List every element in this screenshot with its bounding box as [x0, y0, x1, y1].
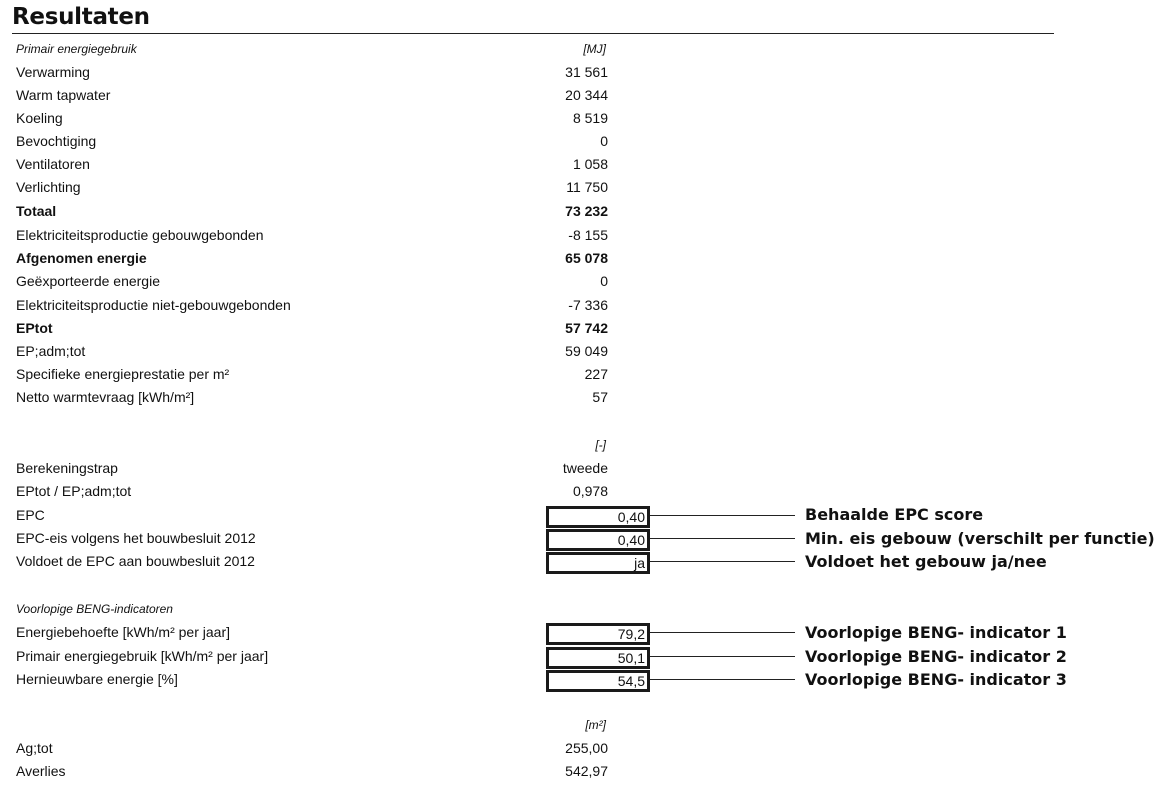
row-value: 0,978 [572, 483, 608, 499]
row-value: 57 742 [565, 320, 608, 336]
row-label: Ventilatoren [16, 156, 90, 172]
row-value: 20 344 [565, 87, 608, 103]
epc-header-unit: [-] [595, 438, 606, 452]
row-value: 0 [600, 133, 608, 149]
beng-header [16, 598, 610, 620]
row-value: 65 078 [565, 250, 608, 266]
row-label: EPC [16, 507, 45, 523]
area-row-agtot [16, 737, 610, 759]
row-label: EPtot / EP;adm;tot [16, 483, 132, 499]
epc-eis-value-box: 0,40 [546, 529, 650, 551]
epc-row-epc [16, 504, 645, 526]
epc-row-berekeningstrap [16, 457, 610, 479]
energy-row-koeling [16, 107, 610, 129]
beng-3-value-box: 54,5 [546, 670, 650, 692]
area-header [16, 714, 610, 736]
leader-line-beng-2 [650, 656, 795, 657]
row-value: 57 [592, 389, 608, 405]
row-label: Verwarming [16, 64, 90, 80]
leader-line-epc [650, 515, 795, 516]
leader-line-beng-1 [650, 632, 795, 633]
beng-2-value-box: 50,1 [546, 647, 650, 669]
annotation-min-eis: Min. eis gebouw (verschilt per functie) [805, 529, 1155, 548]
row-value: 255,00 [565, 740, 608, 756]
row-value: 227 [584, 366, 608, 382]
row-label: Geëxporteerde energie [16, 273, 160, 289]
row-label: Voldoet de EPC aan bouwbesluit 2012 [16, 553, 255, 569]
title-divider [12, 33, 1054, 34]
row-value: 31 561 [565, 64, 608, 80]
row-label: Verlichting [16, 179, 81, 195]
energy-row-ventilatoren [16, 153, 610, 175]
row-value: 542,97 [565, 763, 608, 779]
energy-row-epadmtot [16, 340, 610, 362]
row-value: 0 [600, 273, 608, 289]
energy-row-productie-gebouwgebonden [16, 224, 610, 246]
energy-row-warm-tapwater [16, 84, 610, 106]
row-label: Elektriciteitsproductie niet-gebouwgebonden [16, 297, 291, 313]
beng-row-energiebehoefte [16, 621, 645, 643]
energy-row-netto-warmtevraag [16, 386, 610, 408]
row-label: Bevochtiging [16, 133, 97, 149]
row-label: Ag;tot [16, 740, 53, 756]
row-value: tweede [562, 460, 608, 476]
energy-row-eptot [16, 317, 610, 339]
leader-line-beng-3 [650, 679, 795, 680]
leader-line-eis [650, 538, 795, 539]
beng-row-hernieuwbaar [16, 668, 645, 690]
row-label: EP;adm;tot [16, 343, 86, 359]
energy-row-bevochtiging [16, 130, 610, 152]
energy-row-totaal [16, 200, 610, 222]
row-value: 11 750 [566, 179, 608, 195]
beng-header-label: Voorlopige BENG-indicatoren [16, 602, 173, 616]
energy-row-geexporteerd [16, 270, 610, 292]
row-label: Elektriciteitsproductie gebouwgebonden [16, 227, 264, 243]
row-value: -8 155 [568, 227, 608, 243]
row-value: 8 519 [572, 110, 608, 126]
annotation-beng-3: Voorlopige BENG- indicator 3 [805, 670, 1067, 689]
area-header-unit: [m²] [585, 718, 606, 732]
row-label: EPtot [16, 320, 53, 336]
row-label: EPC-eis volgens het bouwbesluit 2012 [16, 530, 256, 546]
annotation-beng-2: Voorlopige BENG- indicator 2 [805, 647, 1067, 666]
row-label: Afgenomen energie [16, 250, 147, 266]
row-label: Primair energiegebruik [kWh/m² per jaar] [16, 648, 269, 664]
row-label: Totaal [16, 203, 57, 219]
leader-line-voldoet [650, 561, 795, 562]
row-value: 1 058 [572, 156, 608, 172]
row-value: 59 049 [565, 343, 608, 359]
row-label: Warm tapwater [16, 87, 111, 103]
energy-header-label: Primair energiegebruik [16, 42, 137, 56]
beng-row-primair [16, 645, 645, 667]
row-label: Specifieke energieprestatie per m² [16, 366, 230, 382]
voldoet-value-box: ja [546, 552, 650, 574]
row-label: Berekeningstrap [16, 460, 118, 476]
energy-row-productie-niet-gebouwgebonden [16, 294, 610, 316]
annotation-beng-1: Voorlopige BENG- indicator 1 [805, 623, 1067, 642]
row-label: Averlies [16, 763, 66, 779]
row-label: Netto warmtevraag [kWh/m²] [16, 389, 195, 405]
epc-header [16, 434, 610, 456]
row-label: Hernieuwbare energie [%] [16, 671, 178, 687]
energy-header-unit: [MJ] [583, 42, 606, 56]
energy-row-afgenomen [16, 247, 610, 269]
row-label: Energiebehoefte [kWh/m² per jaar] [16, 624, 230, 640]
area-row-averlies [16, 760, 610, 782]
energy-row-verwarming [16, 61, 610, 83]
annotation-voldoet: Voldoet het gebouw ja/nee [805, 552, 1047, 571]
energy-row-specifieke [16, 363, 610, 385]
epc-row-eis [16, 527, 645, 549]
epc-row-ratio [16, 480, 610, 502]
energy-row-verlichting [16, 176, 610, 198]
page-title: Resultaten [12, 4, 150, 30]
row-label: Koeling [16, 110, 63, 126]
annotation-epc-score: Behaalde EPC score [805, 505, 984, 524]
energy-header [16, 38, 610, 60]
epc-value-box: 0,40 [546, 506, 650, 528]
beng-1-value-box: 79,2 [546, 623, 650, 645]
row-value: 73 232 [565, 203, 608, 219]
row-value: -7 336 [568, 297, 608, 313]
epc-row-voldoet [16, 550, 645, 572]
